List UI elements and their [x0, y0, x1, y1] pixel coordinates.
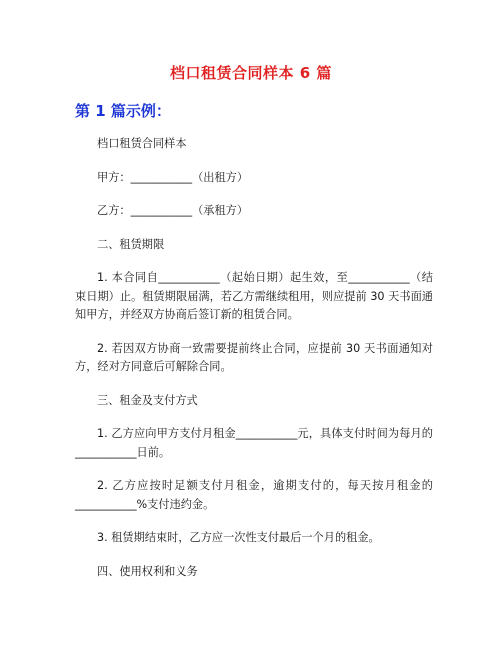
- document-title: 档口租赁合同样本 6 篇: [170, 64, 332, 82]
- paragraph-contract-name: 档口租赁合同样本: [97, 137, 187, 150]
- paragraph-party-a: 甲方：___________（出租方）: [97, 170, 249, 184]
- paragraph-party-b: 乙方：___________（承租方）: [97, 204, 249, 217]
- paragraph-rights-heading: 四、使用权利和义务: [97, 564, 198, 578]
- paragraph-lease-term-heading: 二、租赁期限: [97, 237, 165, 251]
- section-heading: 第 1 篇示例：: [75, 102, 171, 120]
- paragraph-rent-heading: 三、租金及支付方式: [97, 393, 198, 407]
- paragraph-lease-term-2: 2. 若因双方协商一致需要提前终止合同，应提前 30 天书面通知对方，经对方同意后可解除合同。: [75, 341, 433, 373]
- paragraph-rent-1: 1. 乙方应向甲方支付月租金___________元，具体支付时间为每月的___________日前。: [75, 427, 433, 459]
- paragraph-rent-2: 2. 乙方应按时足额支付月租金，逾期支付的，每天按月租金的___________%支付违约金。: [75, 479, 433, 511]
- paragraph-rent-3: 3. 租赁期结束时，乙方应一次性支付最后一个月的租金。: [97, 531, 380, 544]
- paragraph-lease-term-1: 1. 本合同自___________（起始日期）起生效，至___________（结束日期）止。租赁期限届满，若乙方需继续租用，则应提前 30 天书面通知甲方，并经双方协商后签订新的租赁合同。: [75, 271, 433, 321]
- document-body: [75, 135, 433, 596]
